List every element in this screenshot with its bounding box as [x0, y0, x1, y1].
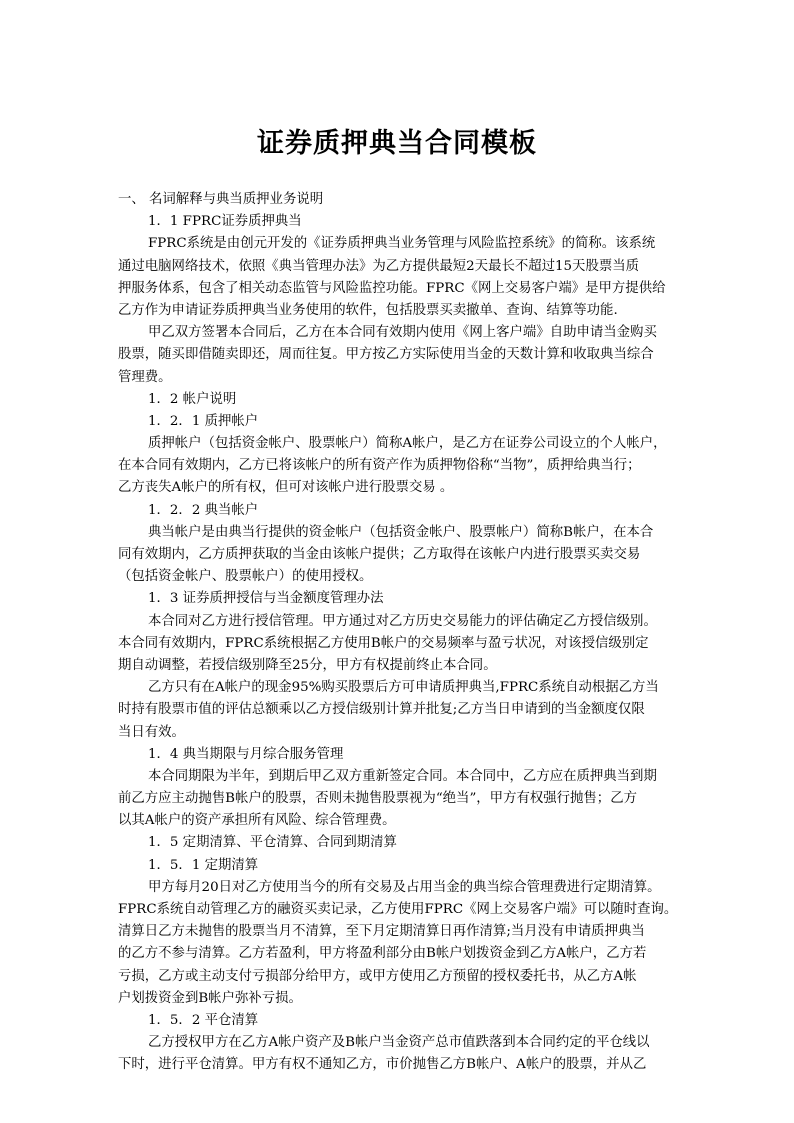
text-line: 一、 名词解释与典当质押业务说明 [118, 192, 324, 207]
text-line: 以其A帐户的资产承担所有风险、综合管理费。 [118, 813, 396, 829]
text-line: 1．5 定期清算、平仓清算、合同到期清算 [148, 835, 397, 851]
text-line: 1．4 典当期限与月综合服务管理 [148, 746, 344, 762]
text-line: 甲乙双方签署本合同后，乙方在本合同有效期内使用《网上客户端》自助申请当金购买 [148, 325, 657, 341]
text-line: 清算日乙方未抛售的股票当月不清算，至下月定期清算日再作清算;当月没有申请质押典当 [118, 924, 645, 940]
text-line: 押服务体系，包含了相关动态监管与风险监控功能。FPRC《网上交易客户端》是甲方提供给 [118, 280, 666, 296]
text-line: 股票，随买即借随卖即还，周而往复。甲方按乙方实际使用当金的天数计算和收取典当综合 [118, 347, 654, 363]
text-line: 乙方丧失A帐户的所有权，但可对该帐户进行股票交易 。 [118, 480, 454, 496]
text-line: 通过电脑网络技术，依照《典当管理办法》为乙方提供最短2天最长不超过15天股票当质 [118, 258, 640, 274]
text-line: 乙方只有在A帐户的现金95%购买股票后方可申请质押典当,FPRC系统自动根据乙方当 [148, 680, 659, 696]
text-line: 前乙方应主动抛售B帐户的股票，否则未抛售股票视为“绝当”，甲方有权强行抛售；乙方 [118, 791, 637, 807]
text-line: 1．2．1 质押帐户 [148, 413, 259, 429]
text-line: 的乙方不参与清算。乙方若盈利，甲方将盈利部分由B帐户划拨资金到乙方A帐户，乙方若 [118, 946, 647, 962]
text-line: 在本合同有效期内，乙方已将该帐户的所有资产作为质押物俗称“当物”，质押给典当行； [118, 458, 641, 474]
text-line: 户划拨资金到B帐户弥补亏损。 [118, 990, 302, 1006]
text-line: 下时，进行平仓清算。甲方有权不通知乙方，市价抛售乙方B帐户、A帐户的股票，并从乙 [118, 1057, 647, 1073]
text-line: 质押帐户（包括资金帐户、股票帐户）简称A帐户，是乙方在证券公司设立的个人帐户， [148, 436, 667, 452]
document-title: 证券质押典当合同模板 [257, 128, 537, 159]
text-line: 亏损，乙方或主动支付亏损部分给甲方，或甲方使用乙方预留的授权委托书，从乙方A帐 [118, 968, 637, 984]
text-line: FPRC系统自动管理乙方的融资买卖记录，乙方使用FPRC《网上交易客户端》可以随时查询。 [118, 902, 678, 917]
text-line: 1．5．2 平仓清算 [148, 1012, 259, 1028]
text-line: 同有效期内，乙方质押获取的当金由该帐户提供；乙方取得在该帐户内进行股票买卖交易 [118, 547, 641, 562]
text-line: 1．1 FPRC证券质押典当 [148, 214, 302, 230]
text-line: （包括资金帐户、股票帐户）的使用授权。 [118, 569, 373, 585]
text-line: 1．3 证券质押授信与当金额度管理办法 [148, 591, 384, 607]
text-line: 时持有股票市值的评估总额乘以乙方授信级别计算并批复;乙方当日申请到的当金额度仅限 [118, 702, 645, 718]
text-line: 期自动调整，若授信级别降至25分，甲方有权提前终止本合同。 [118, 657, 497, 673]
text-line: FPRC系统是由创元开发的《证券质押典当业务管理与风险监控系统》的简称。该系统 [148, 236, 656, 252]
text-line: 本合同有效期内，FPRC系统根据乙方使用B帐户的交易频率与盈亏状况，对该授信级别定 [118, 635, 649, 651]
text-line: 乙方作为申请证券质押典当业务使用的软件，包括股票买卖撤单、查询、结算等功能. [118, 302, 618, 318]
text-line: 1．2．2 典当帐户 [148, 502, 259, 518]
text-line: 管理费。 [118, 369, 172, 385]
text-line: 乙方授权甲方在乙方A帐户资产及B帐户当金资产总市值跌落到本合同约定的平仓线以 [148, 1035, 650, 1051]
text-line: 本合同期限为半年，到期后甲乙双方重新签定合同。本合同中，乙方应在质押典当到期 [148, 768, 657, 784]
text-line: 当日有效。 [118, 724, 185, 740]
document-body [118, 189, 678, 1077]
text-line: 甲方每月20日对乙方使用当今的所有交易及占用当金的典当综合管理费进行定期清算。 [148, 879, 661, 895]
text-line: 1．5．1 定期清算 [148, 857, 259, 873]
text-line: 典当帐户是由典当行提供的资金帐户（包括资金帐户、股票帐户）简称B帐户，在本合 [148, 524, 654, 540]
text-line: 本合同对乙方进行授信管理。甲方通过对乙方历史交易能力的评估确定乙方授信级别。 [148, 613, 657, 629]
text-line: 1．2 帐户说明 [148, 391, 237, 407]
